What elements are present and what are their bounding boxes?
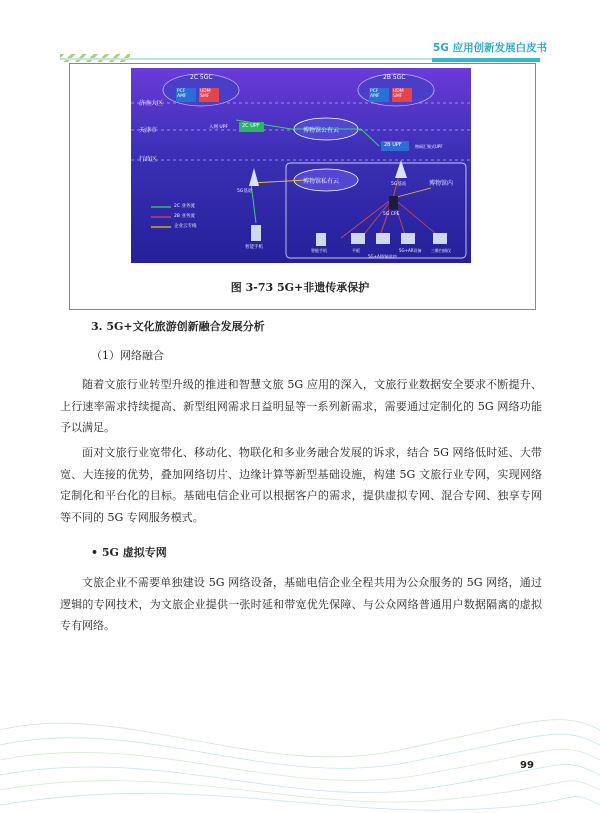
device-phone: 智能手机 xyxy=(311,248,327,253)
subsection-title: （1）网络融合 xyxy=(91,349,164,362)
legend-2b: 2B 业务流 xyxy=(174,214,195,219)
upf-in-label: 入网 UPF xyxy=(209,125,229,130)
paragraph-3: 文旅企业不需要单独建设 5G 网络设备，基础电信企业全程共用为公众服务的 5G 网络，通过逻辑的专网技术，为文旅企业提供一张时延和带宽优先保障、与公众网络普通用户数据隔离的虚拟专有网络。 xyxy=(60,576,542,632)
figure-caption: 图 3-73 5G+非遗传承保护 xyxy=(230,281,370,294)
paragraph-2: 面对文旅行业宽带化、移动化、物联化和多业务融合发展的诉求，结合 5G 网络低时延、大带宽、大连接的优势，叠加网络切片、边缘计算等新型基础设施，构建 5G 文旅行业专网，实现网络定制化和平台化的目标。基础电信企业可以根据客户的需求，提供虚拟专网、混合专网、独享专网等不同的 5G 专网服务模式。 xyxy=(60,446,542,524)
udm-smf-right: UDM SMF xyxy=(393,89,404,99)
base-station-left: 5G基站 xyxy=(237,189,253,194)
legend-2c: 2C 业务流 xyxy=(174,204,195,209)
device-phone-left: 智能手机 xyxy=(245,245,263,250)
upf-2c-label: 2C UPF xyxy=(242,123,260,129)
core-left-label: 2C 5GC xyxy=(190,74,213,81)
museum-label: 博物馆内 xyxy=(429,180,454,187)
cpe-label: 5G CPE xyxy=(383,212,400,217)
paragraph-1: 随着文旅行业转型升级的推进和智慧文旅 5G 应用的深入，文旅行业数据安全要求不断提升、上行速率需求持续提高、新型组网需求日益明显等一系列新需求，需要通过定制化的 5G 网络功能予以满足。 xyxy=(60,378,542,434)
device-scanner: 三维扫描仪 xyxy=(431,248,451,253)
running-header-title: 5G 应用创新发展白皮书 xyxy=(433,42,548,54)
upf-sink-label: 物网汇聚式UPF xyxy=(415,144,443,149)
bullet-heading: • 5G 虚拟专网 xyxy=(91,546,167,559)
section-title: 3. 5G+文化旅游创新融合发展分析 xyxy=(91,320,265,333)
pcf-amf-left: PCF AMF xyxy=(177,89,187,99)
device-ai-camera: 5G+AI智能监控 xyxy=(368,254,397,259)
udm-smf-left: UDM SMF xyxy=(200,89,211,99)
device-ar: 5G+AR设备 xyxy=(399,248,422,253)
row-label-region: 济南大区 xyxy=(139,100,164,107)
row-label-district: 行政区 xyxy=(139,156,158,163)
legend-cloud: 企业云专线 xyxy=(174,224,197,229)
header-accent-bar xyxy=(432,58,540,62)
pcf-amf-right: PCF AMF xyxy=(370,89,380,99)
page-number: 99 xyxy=(520,760,534,771)
private-cloud-label: 博物馆私有云 xyxy=(303,178,340,185)
decorative-waves xyxy=(0,690,600,813)
device-tablet: 平板 xyxy=(352,248,360,253)
public-cloud-label: 博物馆公有云 xyxy=(303,127,340,134)
row-label-city: 天津市 xyxy=(139,127,158,134)
upf-2b-label: 2B UPF xyxy=(384,142,402,148)
core-right-label: 2B 5GC xyxy=(383,74,406,81)
network-diagram xyxy=(131,68,471,263)
base-station-right: 5G基站 xyxy=(391,182,407,187)
